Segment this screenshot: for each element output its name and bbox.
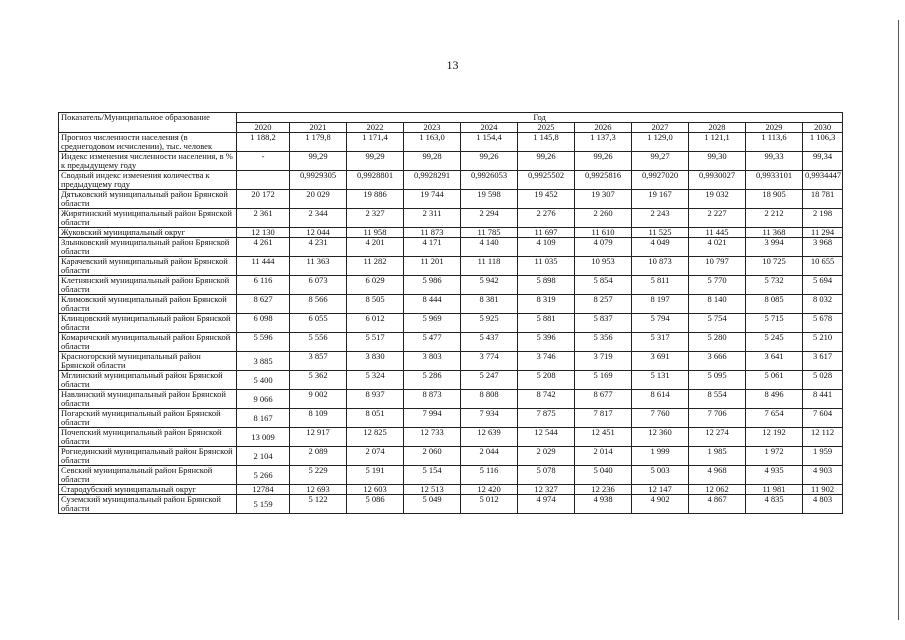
value-cell: 4 835: [746, 495, 803, 514]
value-cell: 0,9930027: [689, 171, 746, 190]
value-cell: 1 999: [632, 447, 689, 466]
value-cell: 12 327: [518, 485, 575, 495]
value-cell: 2 260: [575, 209, 632, 228]
table-row: [59, 190, 843, 209]
value-cell: 5 049: [404, 495, 461, 514]
value-cell: 0,9928291: [404, 171, 461, 190]
value-cell: 5 517: [347, 333, 404, 352]
value-cell: 4 109: [518, 238, 575, 257]
table-body: [59, 133, 843, 514]
value-cell: 3 803: [404, 352, 461, 371]
value-cell: 5 715: [746, 314, 803, 333]
value-cell: 0,9928801: [347, 171, 404, 190]
value-cell: 1 163,0: [404, 133, 461, 152]
value-cell: 12 825: [347, 428, 404, 447]
value-cell: 7 934: [461, 409, 518, 428]
value-cell: 2 074: [347, 447, 404, 466]
table-row: [59, 390, 843, 409]
value-cell: 8 167: [237, 409, 290, 428]
value-cell: 2 060: [404, 447, 461, 466]
value-cell: 12 147: [632, 485, 689, 495]
value-cell: 2 344: [290, 209, 347, 228]
value-cell: 12 130: [237, 228, 290, 238]
value-cell: 5 012: [461, 495, 518, 514]
value-cell: 2 044: [461, 447, 518, 466]
value-cell: 12 420: [461, 485, 518, 495]
value-cell: 8 614: [632, 390, 689, 409]
value-cell: 5 116: [461, 466, 518, 485]
value-cell: 12 544: [518, 428, 575, 447]
value-cell: 5 362: [290, 371, 347, 390]
value-cell: 7 654: [746, 409, 803, 428]
value-cell: 4 968: [689, 466, 746, 485]
value-cell: 12784: [237, 485, 290, 495]
value-cell: 12 917: [290, 428, 347, 447]
value-cell: 11 118: [461, 257, 518, 276]
value-cell: 1 106,3: [803, 133, 843, 152]
value-cell: 5 266: [237, 466, 290, 485]
value-cell: 11 201: [404, 257, 461, 276]
year-cell: 2024: [461, 123, 518, 133]
table-row: [59, 495, 843, 514]
value-cell: 4 231: [290, 238, 347, 257]
value-cell: 19 744: [404, 190, 461, 209]
year-cell: 2023: [404, 123, 461, 133]
row-label: Комаричский муниципальный район Брянской области: [59, 333, 237, 352]
value-cell: 1 137,3: [575, 133, 632, 152]
value-cell: [237, 171, 290, 190]
value-cell: 3 994: [746, 238, 803, 257]
value-cell: 5 754: [689, 314, 746, 333]
value-cell: 5 694: [803, 276, 843, 295]
value-cell: 11 294: [803, 228, 843, 238]
value-cell: 0,9934447: [803, 171, 843, 190]
value-cell: 0,9926053: [461, 171, 518, 190]
value-cell: 5 280: [689, 333, 746, 352]
table-row: [59, 257, 843, 276]
value-cell: 3 857: [290, 352, 347, 371]
value-cell: 2 276: [518, 209, 575, 228]
row-label: Жирятинский муниципальный район Брянской области: [59, 209, 237, 228]
value-cell: 99,28: [404, 152, 461, 171]
value-cell: 18 781: [803, 190, 843, 209]
value-cell: 11 873: [404, 228, 461, 238]
value-cell: 9 002: [290, 390, 347, 409]
value-cell: 6 116: [237, 276, 290, 295]
value-cell: 5 131: [632, 371, 689, 390]
table-row: [59, 485, 843, 495]
table-row: [59, 409, 843, 428]
year-cell: 2028: [689, 123, 746, 133]
value-cell: 6 073: [290, 276, 347, 295]
value-cell: 7 760: [632, 409, 689, 428]
value-cell: 4 803: [803, 495, 843, 514]
value-cell: 1 959: [803, 447, 843, 466]
value-cell: 20 172: [237, 190, 290, 209]
row-label: Мглинский муниципальный район Брянской области: [59, 371, 237, 390]
value-cell: 7 994: [404, 409, 461, 428]
value-cell: 5 854: [575, 276, 632, 295]
value-cell: 5 942: [461, 276, 518, 295]
row-label: Жуковский муниципальный округ: [59, 228, 237, 238]
value-cell: 12 603: [347, 485, 404, 495]
value-cell: 9 066: [237, 390, 290, 409]
value-cell: 4 938: [575, 495, 632, 514]
value-cell: 8 677: [575, 390, 632, 409]
value-cell: 2 089: [290, 447, 347, 466]
value-cell: 99,29: [290, 152, 347, 171]
year-cell: 2026: [575, 123, 632, 133]
value-cell: 11 610: [575, 228, 632, 238]
value-cell: 2 294: [461, 209, 518, 228]
year-cell: 2020: [237, 123, 290, 133]
value-cell: 8 937: [347, 390, 404, 409]
page-number: 13: [446, 58, 459, 72]
value-cell: 8 627: [237, 295, 290, 314]
value-cell: 12 274: [689, 428, 746, 447]
value-cell: 2 014: [575, 447, 632, 466]
value-cell: 12 451: [575, 428, 632, 447]
value-cell: 7 706: [689, 409, 746, 428]
value-cell: 18 905: [746, 190, 803, 209]
value-cell: 2 104: [237, 447, 290, 466]
value-cell: 6 029: [347, 276, 404, 295]
value-cell: 1 972: [746, 447, 803, 466]
value-cell: 5 794: [632, 314, 689, 333]
value-cell: 4 079: [575, 238, 632, 257]
value-cell: 3 666: [689, 352, 746, 371]
value-cell: 19 032: [689, 190, 746, 209]
value-cell: 5 400: [237, 371, 290, 390]
value-cell: 11 981: [746, 485, 803, 495]
value-cell: 3 641: [746, 352, 803, 371]
value-cell: 20 029: [290, 190, 347, 209]
row-label: Почепский муниципальный район Брянской области: [59, 428, 237, 447]
value-cell: 5 556: [290, 333, 347, 352]
value-cell: 4 974: [518, 495, 575, 514]
value-cell: 8 319: [518, 295, 575, 314]
value-cell: 11 445: [689, 228, 746, 238]
value-cell: 4 867: [689, 495, 746, 514]
value-cell: 11 785: [461, 228, 518, 238]
value-cell: 5 317: [632, 333, 689, 352]
value-cell: 1 145,8: [518, 133, 575, 152]
value-cell: 5 770: [689, 276, 746, 295]
page-edge-line: [898, 20, 899, 620]
value-cell: 5 898: [518, 276, 575, 295]
value-cell: 2 311: [404, 209, 461, 228]
value-cell: 5 245: [746, 333, 803, 352]
value-cell: 12 192: [746, 428, 803, 447]
value-cell: 5 437: [461, 333, 518, 352]
table-row: [59, 152, 843, 171]
value-cell: 11 444: [237, 257, 290, 276]
table-row: [59, 314, 843, 333]
value-cell: 11 368: [746, 228, 803, 238]
value-cell: 8 197: [632, 295, 689, 314]
value-cell: 5 477: [404, 333, 461, 352]
value-cell: 5 191: [347, 466, 404, 485]
value-cell: 7 875: [518, 409, 575, 428]
row-label: Клинцовский муниципальный район Брянской области: [59, 314, 237, 333]
value-cell: 1 121,1: [689, 133, 746, 152]
value-cell: 8 051: [347, 409, 404, 428]
value-cell: 13 009: [237, 428, 290, 447]
value-cell: 12 733: [404, 428, 461, 447]
value-cell: 5 078: [518, 466, 575, 485]
value-cell: 3 968: [803, 238, 843, 257]
value-cell: 1 188,2: [237, 133, 290, 152]
value-cell: 4 261: [237, 238, 290, 257]
row-label: Злынковский муниципальный район Брянской области: [59, 238, 237, 257]
value-cell: 5 061: [746, 371, 803, 390]
value-cell: 99,26: [461, 152, 518, 171]
value-cell: 8 257: [575, 295, 632, 314]
table-row: [59, 133, 843, 152]
value-cell: 12 513: [404, 485, 461, 495]
table-row: [59, 333, 843, 352]
table-row: [59, 228, 843, 238]
value-cell: 0,9925816: [575, 171, 632, 190]
value-cell: 11 958: [347, 228, 404, 238]
value-cell: 5 837: [575, 314, 632, 333]
value-cell: 99,29: [347, 152, 404, 171]
value-cell: 99,34: [803, 152, 843, 171]
value-cell: 4 021: [689, 238, 746, 257]
value-cell: 11 282: [347, 257, 404, 276]
year-cell: 2029: [746, 123, 803, 133]
value-cell: 4 903: [803, 466, 843, 485]
value-cell: 12 693: [290, 485, 347, 495]
value-cell: 12 044: [290, 228, 347, 238]
value-cell: 19 307: [575, 190, 632, 209]
value-cell: 5 881: [518, 314, 575, 333]
row-label: Севский муниципальный район Брянской области: [59, 466, 237, 485]
value-cell: 2 029: [518, 447, 575, 466]
row-label: Индекс изменения численности населения, в % к предыдущему году: [59, 152, 237, 171]
value-cell: -: [237, 152, 290, 171]
value-cell: 99,30: [689, 152, 746, 171]
value-cell: 19 452: [518, 190, 575, 209]
value-cell: 12 360: [632, 428, 689, 447]
value-cell: 4 902: [632, 495, 689, 514]
year-cell: 2027: [632, 123, 689, 133]
value-cell: 2 243: [632, 209, 689, 228]
value-cell: 7 604: [803, 409, 843, 428]
value-cell: 5 003: [632, 466, 689, 485]
value-cell: 3 774: [461, 352, 518, 371]
row-label: Клетнянский муниципальный район Брянской области: [59, 276, 237, 295]
table-row: [59, 352, 843, 371]
value-cell: 8 505: [347, 295, 404, 314]
value-cell: 5 286: [404, 371, 461, 390]
value-cell: 5 028: [803, 371, 843, 390]
value-cell: 5 396: [518, 333, 575, 352]
row-label: Сводный индекс изменения количества к предыдущему году: [59, 171, 237, 190]
table-row: [59, 428, 843, 447]
value-cell: 8 085: [746, 295, 803, 314]
value-cell: 2 212: [746, 209, 803, 228]
value-cell: 0,9927020: [632, 171, 689, 190]
value-cell: 3 746: [518, 352, 575, 371]
table-row: [59, 209, 843, 228]
value-cell: 2 227: [689, 209, 746, 228]
value-cell: 5 229: [290, 466, 347, 485]
value-cell: 5 095: [689, 371, 746, 390]
value-cell: 10 873: [632, 257, 689, 276]
table-row: [59, 447, 843, 466]
value-cell: 4 049: [632, 238, 689, 257]
value-cell: 5 210: [803, 333, 843, 352]
value-cell: 8 032: [803, 295, 843, 314]
value-cell: 99,33: [746, 152, 803, 171]
year-header: Год: [237, 113, 843, 123]
value-cell: 8 496: [746, 390, 803, 409]
value-cell: 6 098: [237, 314, 290, 333]
value-cell: 11 035: [518, 257, 575, 276]
value-cell: 4 171: [404, 238, 461, 257]
row-label: Климовский муниципальный район Брянской области: [59, 295, 237, 314]
row-label: Карачевский муниципальный район Брянской области: [59, 257, 237, 276]
row-label: Суземский муниципальный район Брянской области: [59, 495, 237, 514]
value-cell: 12 062: [689, 485, 746, 495]
value-cell: 19 167: [632, 190, 689, 209]
value-cell: 5 169: [575, 371, 632, 390]
value-cell: 1 171,4: [347, 133, 404, 152]
value-cell: 8 873: [404, 390, 461, 409]
value-cell: 5 925: [461, 314, 518, 333]
value-cell: 5 678: [803, 314, 843, 333]
value-cell: 12 236: [575, 485, 632, 495]
year-cell: 2030: [803, 123, 843, 133]
value-cell: 5 596: [237, 333, 290, 352]
value-cell: 2 327: [347, 209, 404, 228]
value-cell: 8 566: [290, 295, 347, 314]
value-cell: 2 361: [237, 209, 290, 228]
value-cell: 3 719: [575, 352, 632, 371]
value-cell: 11 902: [803, 485, 843, 495]
value-cell: 1 113,6: [746, 133, 803, 152]
header-row: [59, 113, 843, 123]
value-cell: 4 140: [461, 238, 518, 257]
table-row: [59, 466, 843, 485]
value-cell: 1 985: [689, 447, 746, 466]
value-cell: 19 598: [461, 190, 518, 209]
table-row: [59, 171, 843, 190]
value-cell: 5 247: [461, 371, 518, 390]
value-cell: 10 953: [575, 257, 632, 276]
value-cell: 8 808: [461, 390, 518, 409]
value-cell: 8 109: [290, 409, 347, 428]
value-cell: 99,26: [575, 152, 632, 171]
value-cell: 4 201: [347, 238, 404, 257]
value-cell: 5 086: [347, 495, 404, 514]
row-label: Дятьковский муниципальный район Брянской области: [59, 190, 237, 209]
row-label: Прогноз численности населения (в среднегодовом исчислении), тыс. человек: [59, 133, 237, 152]
value-cell: 11 363: [290, 257, 347, 276]
value-cell: 8 554: [689, 390, 746, 409]
value-cell: 6 012: [347, 314, 404, 333]
row-label: Погарский муниципальный район Брянской области: [59, 409, 237, 428]
year-cell: 2025: [518, 123, 575, 133]
value-cell: 0,9925502: [518, 171, 575, 190]
value-cell: 3 691: [632, 352, 689, 371]
value-cell: 4 935: [746, 466, 803, 485]
value-cell: 0,9933101: [746, 171, 803, 190]
value-cell: 3 830: [347, 352, 404, 371]
value-cell: 5 811: [632, 276, 689, 295]
value-cell: 5 208: [518, 371, 575, 390]
value-cell: 99,26: [518, 152, 575, 171]
value-cell: 3 617: [803, 352, 843, 371]
value-cell: 8 742: [518, 390, 575, 409]
value-cell: 2 198: [803, 209, 843, 228]
value-cell: 5 986: [404, 276, 461, 295]
value-cell: 3 885: [237, 352, 290, 371]
row-label: Навлинский муниципальный район Брянской области: [59, 390, 237, 409]
table-row: [59, 276, 843, 295]
value-cell: 1 154,4: [461, 133, 518, 152]
year-cell: 2022: [347, 123, 404, 133]
value-cell: 0,9929305: [290, 171, 347, 190]
value-cell: 8 441: [803, 390, 843, 409]
row-label: Красногорский муниципальный район Брянской области: [59, 352, 237, 371]
value-cell: 10 655: [803, 257, 843, 276]
value-cell: 7 817: [575, 409, 632, 428]
value-cell: 5 040: [575, 466, 632, 485]
value-cell: 1 179,8: [290, 133, 347, 152]
value-cell: 10 725: [746, 257, 803, 276]
row-label: Стародубский муниципальный округ: [59, 485, 237, 495]
indicator-header: Показатель/Муниципальное образование: [59, 113, 237, 133]
value-cell: 5 356: [575, 333, 632, 352]
table-row: [59, 295, 843, 314]
population-forecast-table: [58, 112, 843, 514]
value-cell: 8 140: [689, 295, 746, 314]
value-cell: 11 525: [632, 228, 689, 238]
year-cell: 2021: [290, 123, 347, 133]
value-cell: 5 732: [746, 276, 803, 295]
value-cell: 10 797: [689, 257, 746, 276]
table-row: [59, 371, 843, 390]
table-row: [59, 238, 843, 257]
value-cell: 5 122: [290, 495, 347, 514]
value-cell: 99,27: [632, 152, 689, 171]
value-cell: 11 697: [518, 228, 575, 238]
value-cell: 5 159: [237, 495, 290, 514]
value-cell: 5 154: [404, 466, 461, 485]
value-cell: 12 639: [461, 428, 518, 447]
value-cell: 5 324: [347, 371, 404, 390]
value-cell: 5 969: [404, 314, 461, 333]
value-cell: 12 112: [803, 428, 843, 447]
value-cell: 19 886: [347, 190, 404, 209]
row-label: Рогнединский муниципальный район Брянской области: [59, 447, 237, 466]
value-cell: 6 055: [290, 314, 347, 333]
value-cell: 1 129,0: [632, 133, 689, 152]
value-cell: 8 444: [404, 295, 461, 314]
value-cell: 8 381: [461, 295, 518, 314]
